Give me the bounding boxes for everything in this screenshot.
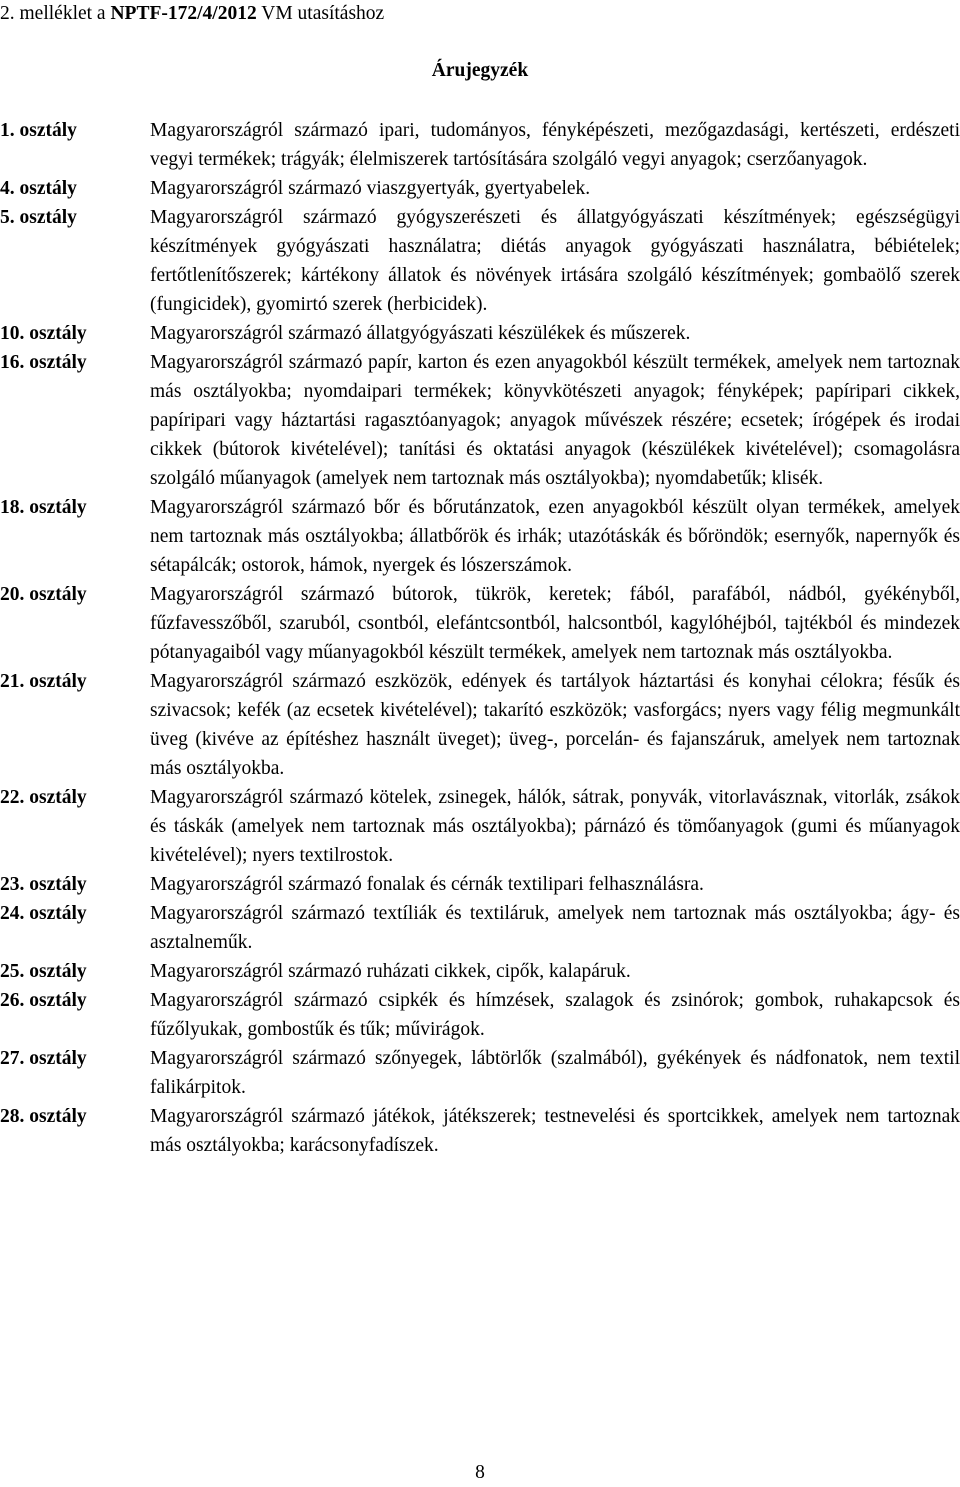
class-label: 18. osztály	[0, 497, 87, 518]
class-entry-10	[0, 319, 960, 348]
class-label: 24. osztály	[0, 903, 87, 924]
class-description: Magyarországról származó ipari, tudományos, fényképészeti, mezőgazdasági, kertészeti, erdészeti vegyi termékek; trágyák; élelmiszerek tartósítására szolgáló vegyi anyagok; cserzőanyagok.	[150, 120, 960, 170]
class-entry-16	[0, 348, 960, 493]
class-label: 22. osztály	[0, 787, 87, 808]
class-description: Magyarországról származó eszközök, edények és tartályok háztartási és konyhai célokra; fésűk és szivacsok; kefék (az ecsetek kivételével); takarító eszközök; vasforgács; nyers vagy félig megmunkált üveg (kivéve az építéshez használt üveget); üveg-, porcelán- és fajanszáruk, amelyek nem tartoznak más osztályokba.	[150, 671, 960, 779]
class-entry-1	[0, 116, 960, 174]
class-entry-20	[0, 580, 960, 667]
class-label: 1. osztály	[0, 120, 77, 141]
class-label: 10. osztály	[0, 323, 87, 344]
annex-header-suffix: VM utasításhoz	[256, 3, 385, 24]
annex-header-reference: NPTF-172/4/2012	[110, 3, 257, 24]
class-entry-5	[0, 203, 960, 319]
class-description: Magyarországról származó papír, karton és ezen anyagokból készült termékek, amelyek nem tartoznak más osztályokba; nyomdaipari termékek; könyvkötészeti anyagok; fényképek; papíripari cikkek, papíripari vagy háztartási ragasztóanyagok; anyagok művészek részére; ecsetek; írógépek és irodai cikkek (bútorok kivételével); tanítási és oktatási anyagok (készülékek kivételével); csomagolásra szolgáló műanyagok (amelyek nem tartoznak más osztályokba); nyomdabetűk; klisék.	[150, 352, 960, 489]
annex-header-prefix: 2. melléklet a	[0, 3, 111, 24]
class-label: 28. osztály	[0, 1106, 87, 1127]
class-label: 5. osztály	[0, 207, 77, 228]
class-description: Magyarországról származó textíliák és textiláruk, amelyek nem tartoznak más osztályokba; ágy- és asztalneműk.	[150, 903, 960, 953]
class-label: 16. osztály	[0, 352, 87, 373]
class-description: Magyarországról származó gyógyszerészeti és állatgyógyászati készítmények; egészségügyi készítmények gyógyászati használatra; diétás anyagok gyógyászati használatra, bébiételek; fertőtlenítőszerek; kártékony állatok és növények irtására szolgáló készítmények; gombaölő szerek (fungicidek), gyomirtó szerek (herbicidek).	[150, 207, 960, 315]
class-entry-22	[0, 783, 960, 870]
class-description: Magyarországról származó játékok, játékszerek; testnevelési és sportcikkek, amelyek nem tartoznak más osztályokba; karácsonyfadíszek.	[150, 1106, 960, 1156]
class-entry-26	[0, 986, 960, 1044]
class-description: Magyarországról származó ruházati cikkek, cipők, kalapáruk.	[150, 961, 631, 982]
class-entry-28	[0, 1102, 960, 1160]
class-entry-18	[0, 493, 960, 580]
class-description: Magyarországról származó kötelek, zsinegek, hálók, sátrak, ponyvák, vitorlavásznak, vitorlák, zsákok és táskák (amelyek nem tartoznak más osztályokba); párnázó és tömőanyagok (gumi és műanyagok kivételével); nyers textilrostok.	[150, 787, 960, 866]
class-entry-27	[0, 1044, 960, 1102]
class-description: Magyarországról származó viaszgyertyák, gyertyabelek.	[150, 178, 591, 199]
class-description: Magyarországról származó bőr és bőrutánzatok, ezen anyagokból készült olyan termékek, amelyek nem tartoznak más osztályokba; állatbőrök és irhák; utazótáskák és bőröndök; esernyők, napernyők és sétapálcák; ostorok, hámok, nyergek és lószerszámok.	[150, 497, 960, 576]
document-title: Árujegyzék	[431, 60, 529, 81]
class-entry-25	[0, 957, 960, 986]
class-description: Magyarországról származó fonalak és cérnák textilipari felhasználásra.	[150, 874, 704, 895]
class-label: 23. osztály	[0, 874, 87, 895]
class-label: 4. osztály	[0, 178, 77, 199]
class-description: Magyarországról származó állatgyógyászati készülékek és műszerek.	[150, 323, 691, 344]
class-description: Magyarországról származó szőnyegek, lábtörlők (szalmából), gyékények és nádfonatok, nem textil falikárpitok.	[150, 1048, 960, 1098]
annex-header	[0, 2, 384, 26]
class-entry-23	[0, 870, 960, 899]
class-label: 25. osztály	[0, 961, 87, 982]
class-entry-4	[0, 174, 960, 203]
class-label: 20. osztály	[0, 584, 87, 605]
page-number: 8	[475, 1462, 485, 1483]
class-entry-24	[0, 899, 960, 957]
class-label: 27. osztály	[0, 1048, 87, 1069]
class-description: Magyarországról származó csipkék és hímzések, szalagok és zsinórok; gombok, ruhakapcsok és fűzőlyukak, gombostűk és tűk; művirágok.	[150, 990, 960, 1040]
class-label: 21. osztály	[0, 671, 87, 692]
class-description: Magyarországról származó bútorok, tükrök, keretek; fából, parafából, nádból, gyékényből, fűzfavesszőből, szaruból, csontból, elefántcsontból, halcsontból, kagylóhéjból, tajtékból és mindezek pótanyagaiból vagy műanyagokból készült termékek, amelyek nem tartoznak más osztályokba.	[150, 584, 960, 663]
class-entry-21	[0, 667, 960, 783]
class-label: 26. osztály	[0, 990, 87, 1011]
class-list	[0, 116, 960, 1160]
